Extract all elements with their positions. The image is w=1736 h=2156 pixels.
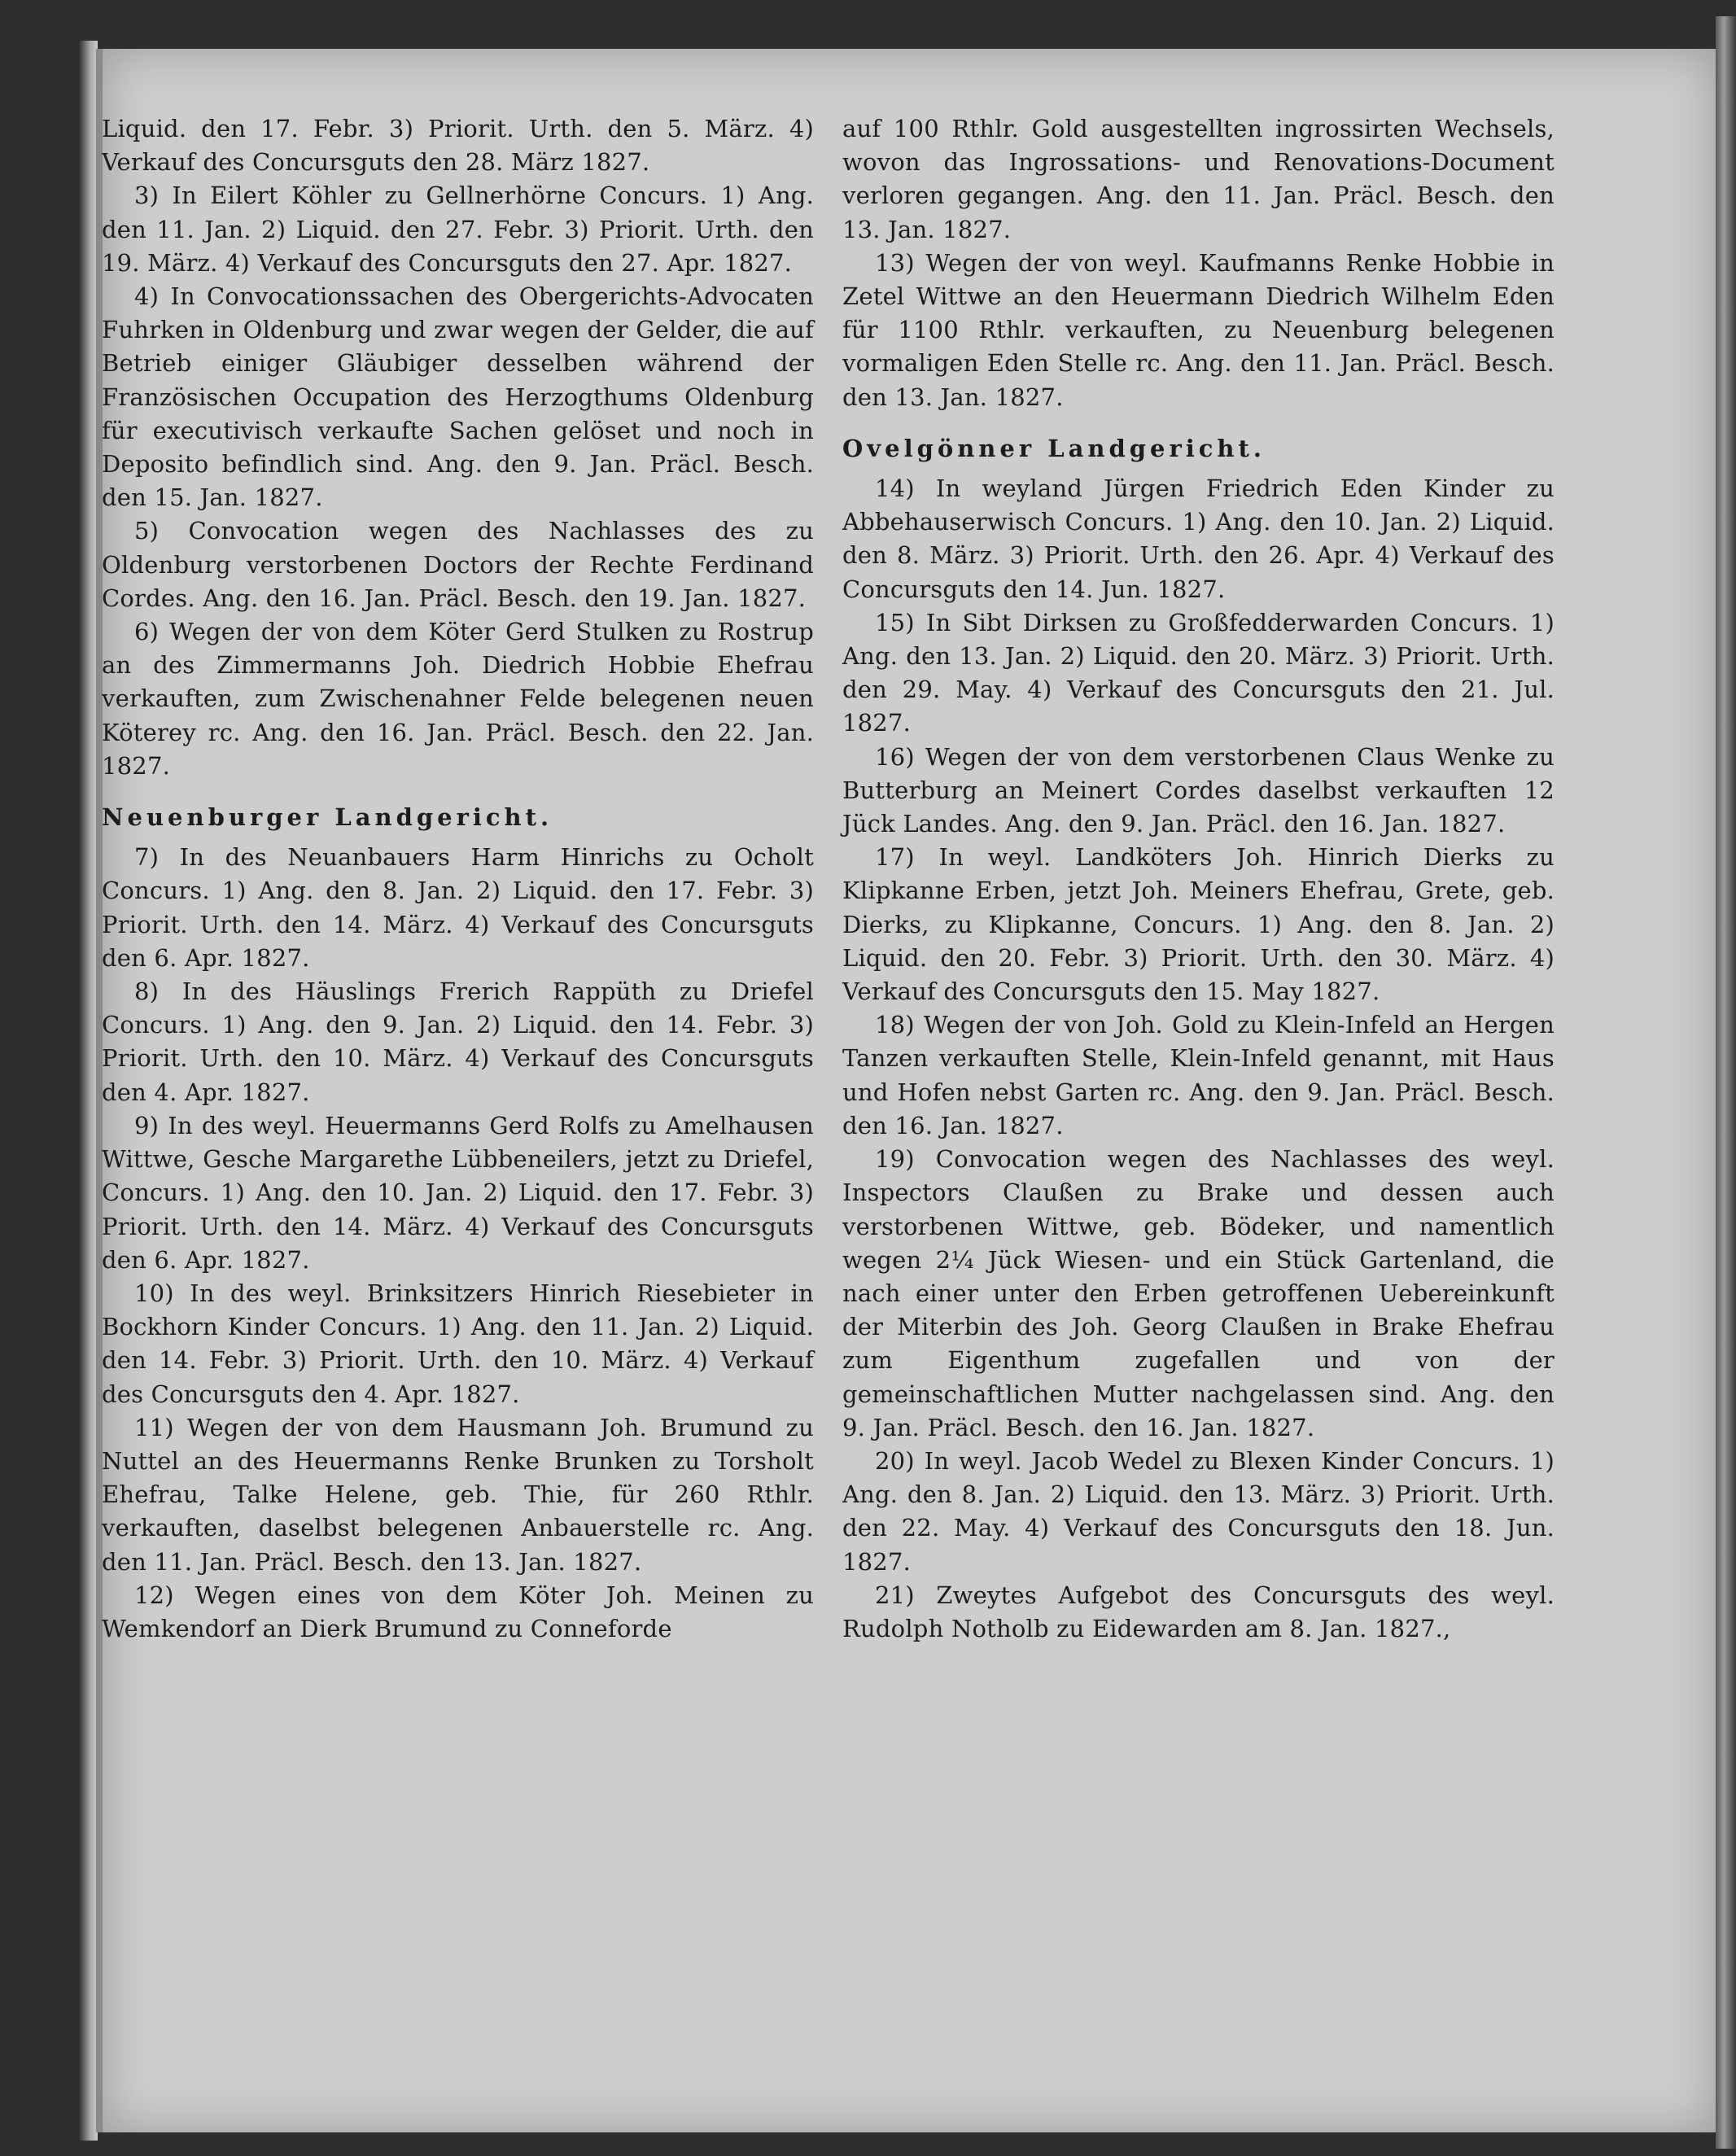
notice-paragraph: 5) Convocation wegen des Nachlasses des zu Oldenburg verstorbenen Doctors der Rechte Ferdinand Cordes. Ang. den 16. Jan. Präcl. Besch. den 19. Jan. 1827.: [102, 517, 814, 612]
notice-paragraph: 14) In weyland Jürgen Friedrich Eden Kinder zu Abbehauserwisch Concurs. 1) Ang. den 10. Jan. 2) Liquid. den 8. März. 3) Priorit. Urth. den 26. Apr. 4) Verkauf des Concursguts den 14. Jun. 1827.: [842, 474, 1555, 603]
notice-paragraph: 16) Wegen der von dem verstorbenen Claus Wenke zu Butterburg an Meinert Cordes daselbst verkauften 12 Jück Landes. Ang. den 9. Jan. Präcl. den 16. Jan. 1827.: [842, 742, 1555, 838]
notice-paragraph: 6) Wegen der von dem Köter Gerd Stulken zu Rostrup an des Zimmermanns Joh. Diedrich Hobbie Ehefrau verkauften, zum Zwischenahner Felde belegenen neuen Köterey rc. Ang. den 16. Jan. Präcl. Besch. den 22. Jan. 1827.: [102, 618, 814, 780]
page-edge: [1716, 16, 1736, 2149]
left-column: [102, 112, 814, 1646]
notice-paragraph: 7) In des Neuanbauers Harm Hinrichs zu Ocholt Concurs. 1) Ang. den 8. Jan. 2) Liquid. den 17. Febr. 3) Priorit. Urth. den 14. März. 4) Verkauf des Concursguts den 6. Apr. 1827.: [102, 843, 814, 972]
notice-paragraph: 11) Wegen der von dem Hausmann Joh. Brumund zu Nuttel an des Heuermanns Renke Brunken zu Torsholt Ehefrau, Talke Helene, geb. Thie, für 260 Rthlr. verkauften, daselbst belegenen Anbauerstelle rc. Ang. den 11. Jan. Präcl. Besch. den 13. Jan. 1827.: [102, 1413, 814, 1576]
notice-paragraph: 10) In des weyl. Brinksitzers Hinrich Riesebieter in Bockhorn Kinder Concurs. 1) Ang. den 11. Jan. 2) Liquid. den 14. Febr. 3) Priorit. Urth. den 10. März. 4) Verkauf des Concursguts den 4. Apr. 1827.: [102, 1279, 814, 1408]
notice-paragraph: 17) In weyl. Landköters Joh. Hinrich Dierks zu Klipkanne Erben, jetzt Joh. Meiners Ehefrau, Grete, geb. Dierks, zu Klipkanne, Concurs. 1) Ang. den 8. Jan. 2) Liquid. den 20. Febr. 3) Priorit. Urth. den 30. März. 4) Verkauf des Concursguts den 15. May 1827.: [842, 843, 1555, 1006]
notice-paragraph: 19) Convocation wegen des Nachlasses des weyl. Inspectors Claußen zu Brake und dessen auch verstorbenen Wittwe, geb. Bödeker, und namentlich wegen 2¼ Jück Wiesen- und ein Stück Gartenland, die nach einer unter den Erben getroffenen Uebereinkunft der Miterbin des Joh. Georg Claußen in Brake Ehefrau zum Eigenthum zugefallen und von der gemeinschaftlichen Mutter nachgelassen sind. Ang. den 9. Jan. Präcl. Besch. den 16. Jan. 1827.: [842, 1145, 1555, 1441]
notice-paragraph: 4) In Convocationssachen des Obergerichts-Advocaten Fuhrken in Oldenburg und zwar wegen der Gelder, die auf Betrieb einiger Gläubiger desselben während der Französischen Occupation des Herzogthums Oldenburg für executivisch verkaufte Sachen gelöset und noch in Deposito befindlich sind. Ang. den 9. Jan. Präcl. Besch. den 15. Jan. 1827.: [102, 282, 814, 512]
notice-paragraph: 18) Wegen der von Joh. Gold zu Klein-Infeld an Hergen Tanzen verkauften Stelle, Klein-Infeld genannt, mit Haus und Hofen nebst Garten rc. Ang. den 9. Jan. Präcl. Besch. den 16. Jan. 1827.: [842, 1011, 1555, 1139]
book-spine-shadow: [80, 41, 98, 2141]
section-heading: Ovelgönner Landgericht.: [842, 434, 1266, 462]
notice-paragraph: 3) In Eilert Köhler zu Gellnerhörne Concurs. 1) Ang. den 11. Jan. 2) Liquid. den 27. Febr. 3) Priorit. Urth. den 19. März. 4) Verkauf des Concursguts den 27. Apr. 1827.: [102, 181, 814, 277]
notice-paragraph: 21) Zweytes Aufgebot des Concursguts des weyl. Rudolph Notholb zu Eidewarden am 8. Jan. 1827.,: [842, 1581, 1555, 1642]
notice-paragraph: 13) Wegen der von weyl. Kaufmanns Renke Hobbie in Zetel Wittwe an den Heuermann Diedrich Wilhelm Eden für 1100 Rthlr. verkauften, zu Neuenburg belegenen vormaligen Eden Stelle rc. Ang. den 11. Jan. Präcl. Besch. den 13. Jan. 1827.: [842, 248, 1555, 411]
section-heading: Neuenburger Landgericht.: [102, 803, 553, 832]
notice-paragraph: 20) In weyl. Jacob Wedel zu Blexen Kinder Concurs. 1) Ang. den 8. Jan. 2) Liquid. den 13. März. 3) Priorit. Urth. den 22. May. 4) Verkauf des Concursguts den 18. Jun. 1827.: [842, 1446, 1555, 1576]
right-column: [842, 112, 1555, 1646]
notice-paragraph: 9) In des weyl. Heuermanns Gerd Rolfs zu Amelhausen Wittwe, Gesche Margarethe Lübbeneilers, jetzt zu Driefel, Concurs. 1) Ang. den 10. Jan. 2) Liquid. den 17. Febr. 3) Priorit. Urth. den 14. März. 4) Verkauf des Concursguts den 6. Apr. 1827.: [102, 1111, 814, 1274]
notice-paragraph: Liquid. den 17. Febr. 3) Priorit. Urth. den 5. März. 4) Verkauf des Concursguts den 28. März 1827.: [102, 115, 814, 177]
notice-paragraph: auf 100 Rthlr. Gold ausgestellten ingrossirten Wechsels, wovon das Ingrossations- und Renovations-Document verloren gegangen. Ang. den 11. Jan. Präcl. Besch. den 13. Jan. 1827.: [842, 115, 1555, 243]
notice-paragraph: 8) In des Häuslings Frerich Rappüth zu Driefel Concurs. 1) Ang. den 9. Jan. 2) Liquid. den 14. Febr. 3) Priorit. Urth. den 10. März. 4) Verkauf des Concursguts den 4. Apr. 1827.: [102, 977, 814, 1106]
notice-paragraph: 12) Wegen eines von dem Köter Joh. Meinen zu Wemkendorf an Dierk Brumund zu Conneforde: [102, 1581, 814, 1642]
notice-paragraph: 15) In Sibt Dirksen zu Großfedderwarden Concurs. 1) Ang. den 13. Jan. 2) Liquid. den 20. März. 3) Priorit. Urth. den 29. May. 4) Verkauf des Concursguts den 21. Jul. 1827.: [842, 608, 1555, 737]
